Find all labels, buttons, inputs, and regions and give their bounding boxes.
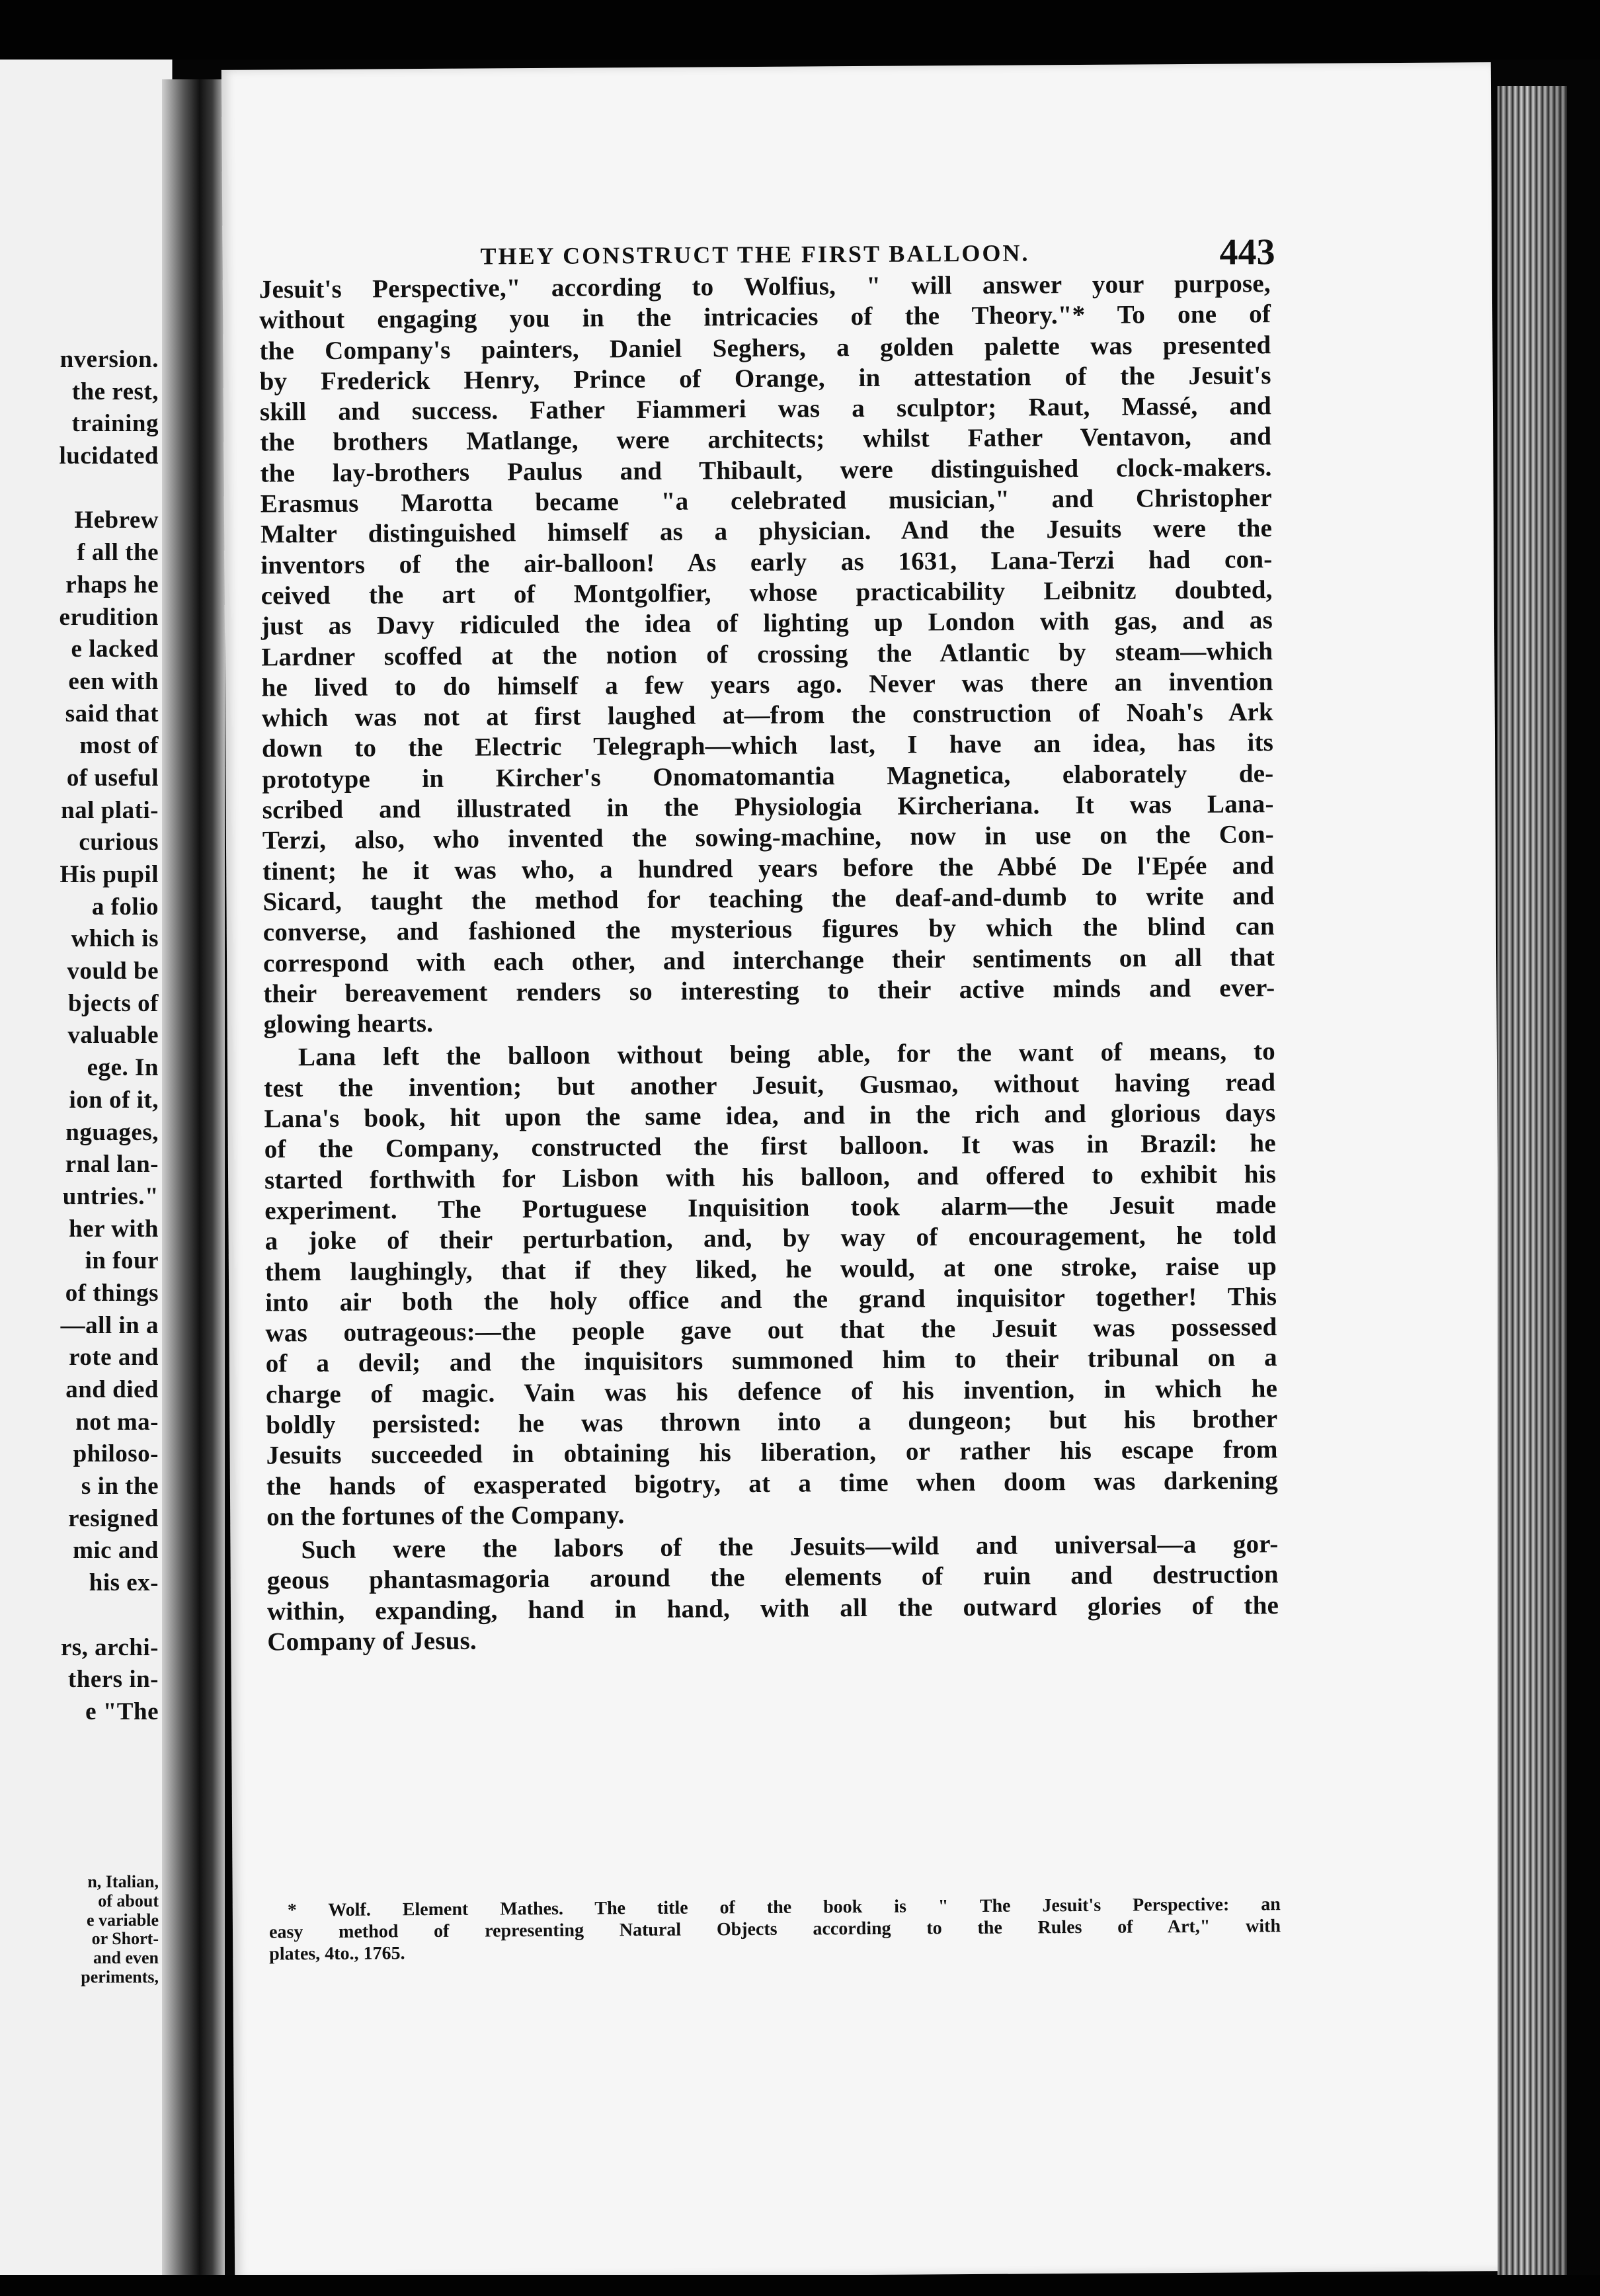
left-line: rhaps he [65, 571, 159, 598]
left-line: a folio [91, 893, 159, 921]
text-line: Sicard, taught the method for teaching the deaf-and-dumb to write and [262, 882, 1275, 917]
left-line: resigned [68, 1504, 159, 1532]
scan-border-top [0, 0, 1600, 60]
text-line: of a devil; and the inquisitors summoned him to their tribunal on a [265, 1343, 1277, 1378]
left-line: in four [85, 1247, 159, 1275]
text-line: glowing hearts. [263, 1009, 434, 1039]
text-line: prototype in Kircher's Onomatomantia Magnetica, elaborately de- [262, 758, 1274, 794]
left-line: f all the [77, 539, 159, 567]
left-line: of useful [66, 764, 159, 792]
left-line: philoso- [73, 1440, 159, 1468]
text-line: the lay-brothers Paulus and Thibault, were distinguished clock-makers. [260, 452, 1272, 488]
text-line: within, expanding, hand in hand, with all the outward glories of the [266, 1590, 1279, 1626]
left-line: s in the [81, 1473, 159, 1500]
left-line: nversion. [60, 346, 159, 373]
text-line: boldly persisted: he was thrown into a dungeon; but his brother [266, 1405, 1278, 1440]
text-line: charge of magic. Vain was his defence of his invention, in which he [265, 1374, 1278, 1409]
left-line: erudition [59, 603, 159, 631]
left-line: nal plati- [61, 796, 159, 824]
left-line: thers in- [67, 1666, 159, 1694]
text-line: a joke of their perturbation, and, by way of encouragement, he told [264, 1221, 1277, 1256]
left-line: untries." [62, 1182, 159, 1210]
text-line: the brothers Matlange, were architects; whilst Father Ventavon, and [260, 422, 1272, 458]
left-line: een with [68, 667, 159, 695]
left-line: her with [69, 1215, 159, 1243]
running-title: THEY CONSTRUCT THE FIRST BALLOON. [480, 239, 1030, 270]
left-line [0, 473, 159, 505]
text-line: experiment. The Portuguese Inquisition took alarm—the Jesuit made [264, 1190, 1277, 1225]
left-line: bjects of [67, 989, 159, 1017]
text-line: on the fortunes of the Company. [266, 1500, 625, 1532]
footnote [269, 1893, 1281, 1965]
text-line: without engaging you in the intricacies of the Theory."* To one of [259, 300, 1271, 335]
left-line [0, 1600, 159, 1632]
text-line: geous phantasmagoria around the elements of ruin and destruction [266, 1560, 1279, 1595]
left-line: ege. In [87, 1054, 159, 1082]
text-line: their bereavement renders so interesting to their active minds and ever- [263, 973, 1275, 1008]
page-edges-shadow [1498, 86, 1567, 2275]
text-line: Lana left the balloon without being able, for the want of means, to [298, 1037, 1276, 1072]
left-page-footnote [0, 1873, 159, 1987]
left-note-line: n, Italian, [87, 1873, 159, 1891]
footnote-line: easy method of representing Natural Objects according to the Rules of Art," with [268, 1916, 1281, 1943]
text-line: just as Davy ridiculed the idea of lighting up London with gas, and as [260, 606, 1273, 641]
left-line: the rest, [71, 378, 159, 405]
left-line: said that [65, 700, 159, 727]
left-line: of things [65, 1279, 159, 1307]
left-note-line: or Short- [91, 1930, 159, 1949]
text-line: Jesuits succeeded in obtaining his liberation, or rather his escape from [266, 1435, 1278, 1470]
text-line: Lardner scoffed at the notion of crossing the Atlantic by steam—which [261, 636, 1273, 672]
left-line: curious [79, 829, 159, 856]
left-line: lucidated [59, 442, 159, 470]
running-head [222, 229, 1492, 277]
footnote-line: plates, 4to., 1765. [269, 1943, 405, 1965]
left-line: and died [65, 1376, 159, 1403]
text-line: into air both the holy office and the grand inquisitor together! This [265, 1282, 1277, 1317]
scan-border-right [1567, 60, 1600, 2296]
body-text [259, 268, 1279, 1658]
left-note-line: of about [98, 1891, 159, 1910]
text-line: was outrageous:—the people gave out that the Jesuit was possessed [265, 1313, 1277, 1348]
text-line: test the invention; but another Jesuit, Gusmao, without having read [264, 1067, 1276, 1103]
left-note-line: periments, [81, 1967, 159, 1987]
footnote-line: * Wolf. Element Mathes. The title of the book is " The Jesuit's Perspective: an [287, 1894, 1281, 1921]
left-line: training [71, 410, 159, 438]
left-line: valuable [67, 1022, 159, 1049]
text-line: Terzi, also, who invented the sowing-machine, now in use on the Con- [262, 820, 1275, 855]
page-number: 443 [1219, 231, 1275, 273]
left-line: His pupil [60, 861, 159, 888]
text-line: scribed and illustrated in the Physiologia Kircheriana. It was Lana- [262, 790, 1274, 825]
left-line: e "The [85, 1698, 159, 1725]
text-line: he lived to do himself a few years ago. Never was there an invention [261, 667, 1273, 702]
text-line: Malter distinguished himself as a physician. And the Jesuits were the [260, 514, 1273, 549]
text-line: Such were the labors of the Jesuits—wild and universal—a gor- [301, 1530, 1279, 1565]
text-line: by Frederick Henry, Prince of Orange, in attestation of the Jesuit's [259, 361, 1271, 396]
text-line: tinent; he it was who, a hundred years before the Abbé De l'Epée and [262, 850, 1275, 886]
text-line: which was not at first laughed at—from the construction of Noah's Ark [261, 698, 1273, 733]
left-line: most of [79, 732, 159, 760]
text-line: skill and success. Father Fiammeri was a sculptor; Raut, Massé, and [259, 391, 1272, 427]
text-line: the hands of exasperated bigotry, at a time when doom was darkening [266, 1465, 1279, 1501]
left-line: rote and [69, 1344, 159, 1372]
left-line: —all in a [60, 1311, 159, 1339]
left-line: not ma- [75, 1408, 159, 1436]
book-gutter [162, 79, 225, 2275]
left-line: ion of it, [69, 1086, 159, 1114]
text-line: Company of Jesus. [267, 1626, 477, 1657]
text-line: ceived the art of Montgolfier, whose practicability Leibnitz doubted, [260, 575, 1273, 610]
text-line: Erasmus Marotta became "a celebrated musician," and Christopher [260, 483, 1272, 518]
left-line: rs, archi- [60, 1633, 159, 1661]
left-page [0, 60, 173, 2275]
text-line: started forthwith for Lisbon with his balloon, and offered to exhibit his [264, 1159, 1277, 1195]
text-line: the Company's painters, Daniel Seghers, a golden palette was presented [259, 330, 1271, 366]
left-note-line: and even [93, 1949, 159, 1968]
text-line: Jesuit's Perspective," according to Wolfius, " will answer your purpose, [259, 269, 1271, 304]
left-line: nguages, [65, 1118, 159, 1146]
text-line: correspond with each other, and interchange their sentiments on all that [262, 942, 1275, 978]
left-page-text [0, 344, 159, 1729]
left-line: mic and [73, 1537, 159, 1565]
left-line: vould be [67, 958, 159, 985]
left-line: e lacked [71, 636, 159, 663]
left-note-line: e variable [86, 1910, 159, 1930]
text-line: of the Company, constructed the first balloon. It was in Brazil: he [264, 1129, 1276, 1164]
right-page [221, 62, 1504, 2279]
text-line: Lana's book, hit upon the same idea, and in the rich and glorious days [264, 1098, 1276, 1133]
left-line: which is [71, 925, 159, 953]
left-line: rnal lan- [65, 1151, 159, 1178]
text-line: them laughingly, that if they liked, he would, at one stroke, raise up [264, 1251, 1277, 1287]
left-line: his ex- [89, 1569, 159, 1597]
text-line: converse, and fashioned the mysterious figures by which the blind can [262, 912, 1275, 947]
text-line: inventors of the air-balloon! As early as 1631, Lana-Terzi had con- [260, 544, 1273, 580]
text-line: down to the Electric Telegraph—which last, I have an idea, has its [261, 728, 1274, 763]
scan-border-bottom [0, 2275, 1600, 2296]
left-line: Hebrew [74, 507, 159, 534]
